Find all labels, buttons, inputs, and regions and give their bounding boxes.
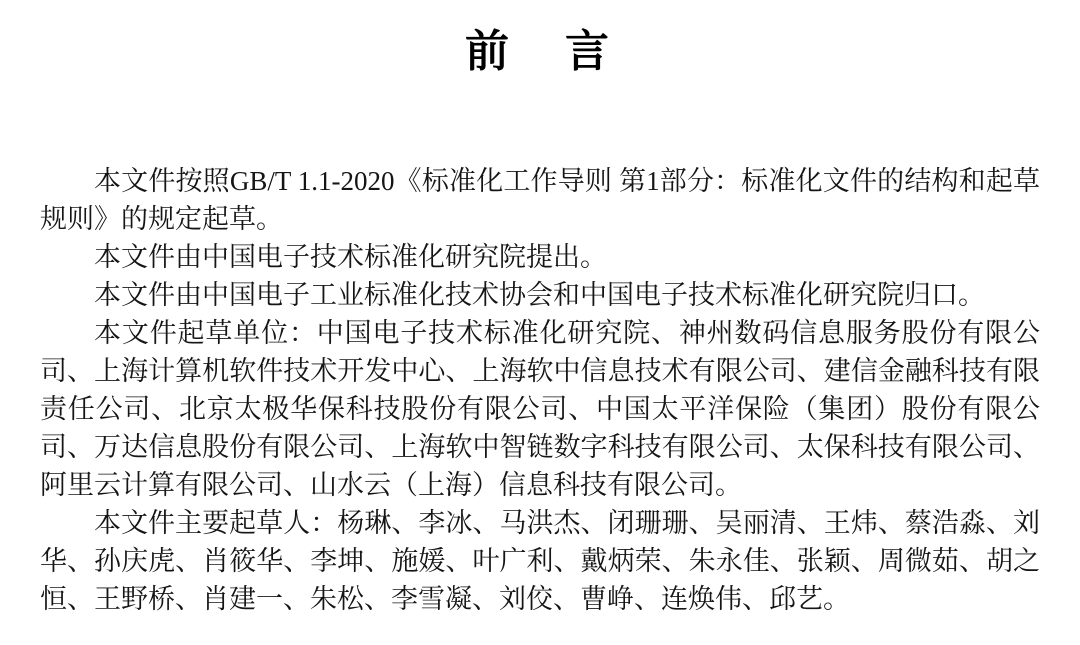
- paragraph-drafting-basis: 本文件按照GB/T 1.1-2020《标准化工作导则 第1部分：标准化文件的结构和起草规则》的规定起草。: [40, 166, 1040, 234]
- paragraph-drafting-organizations: 本文件起草单位：中国电子技术标准化研究院、神州数码信息服务股份有限公司、上海计算机软件技术开发中心、上海软中信息技术有限公司、建信金融科技有限责任公司、北京太极华保科技股份有限公司、中国太平洋保险（集团）股份有限公司、万达信息股份有限公司、上海软中智链数字科技有限公司、太保科技有限公司、阿里云计算有限公司、山水云（上海）信息科技有限公司。: [40, 318, 1040, 500]
- paragraph-proposed-by: 本文件由中国电子技术标准化研究院提出。: [94, 242, 607, 272]
- paragraph-under-jurisdiction: 本文件由中国电子工业标准化技术协会和中国电子技术标准化研究院归口。: [94, 280, 985, 310]
- paragraph-main-drafters: 本文件主要起草人：杨琳、李冰、马洪杰、闭珊珊、吴丽清、王炜、蔡浩淼、刘华、孙庆虎、肖筱华、李坤、施媛、叶广利、戴炳荣、朱永佳、张颖、周微茹、胡之恒、王野桥、肖建一、朱松、李雪凝、刘佼、曹峥、连焕伟、邱艺。: [40, 508, 1040, 614]
- document-body: [40, 162, 1040, 618]
- page-title: 前 言: [465, 27, 615, 76]
